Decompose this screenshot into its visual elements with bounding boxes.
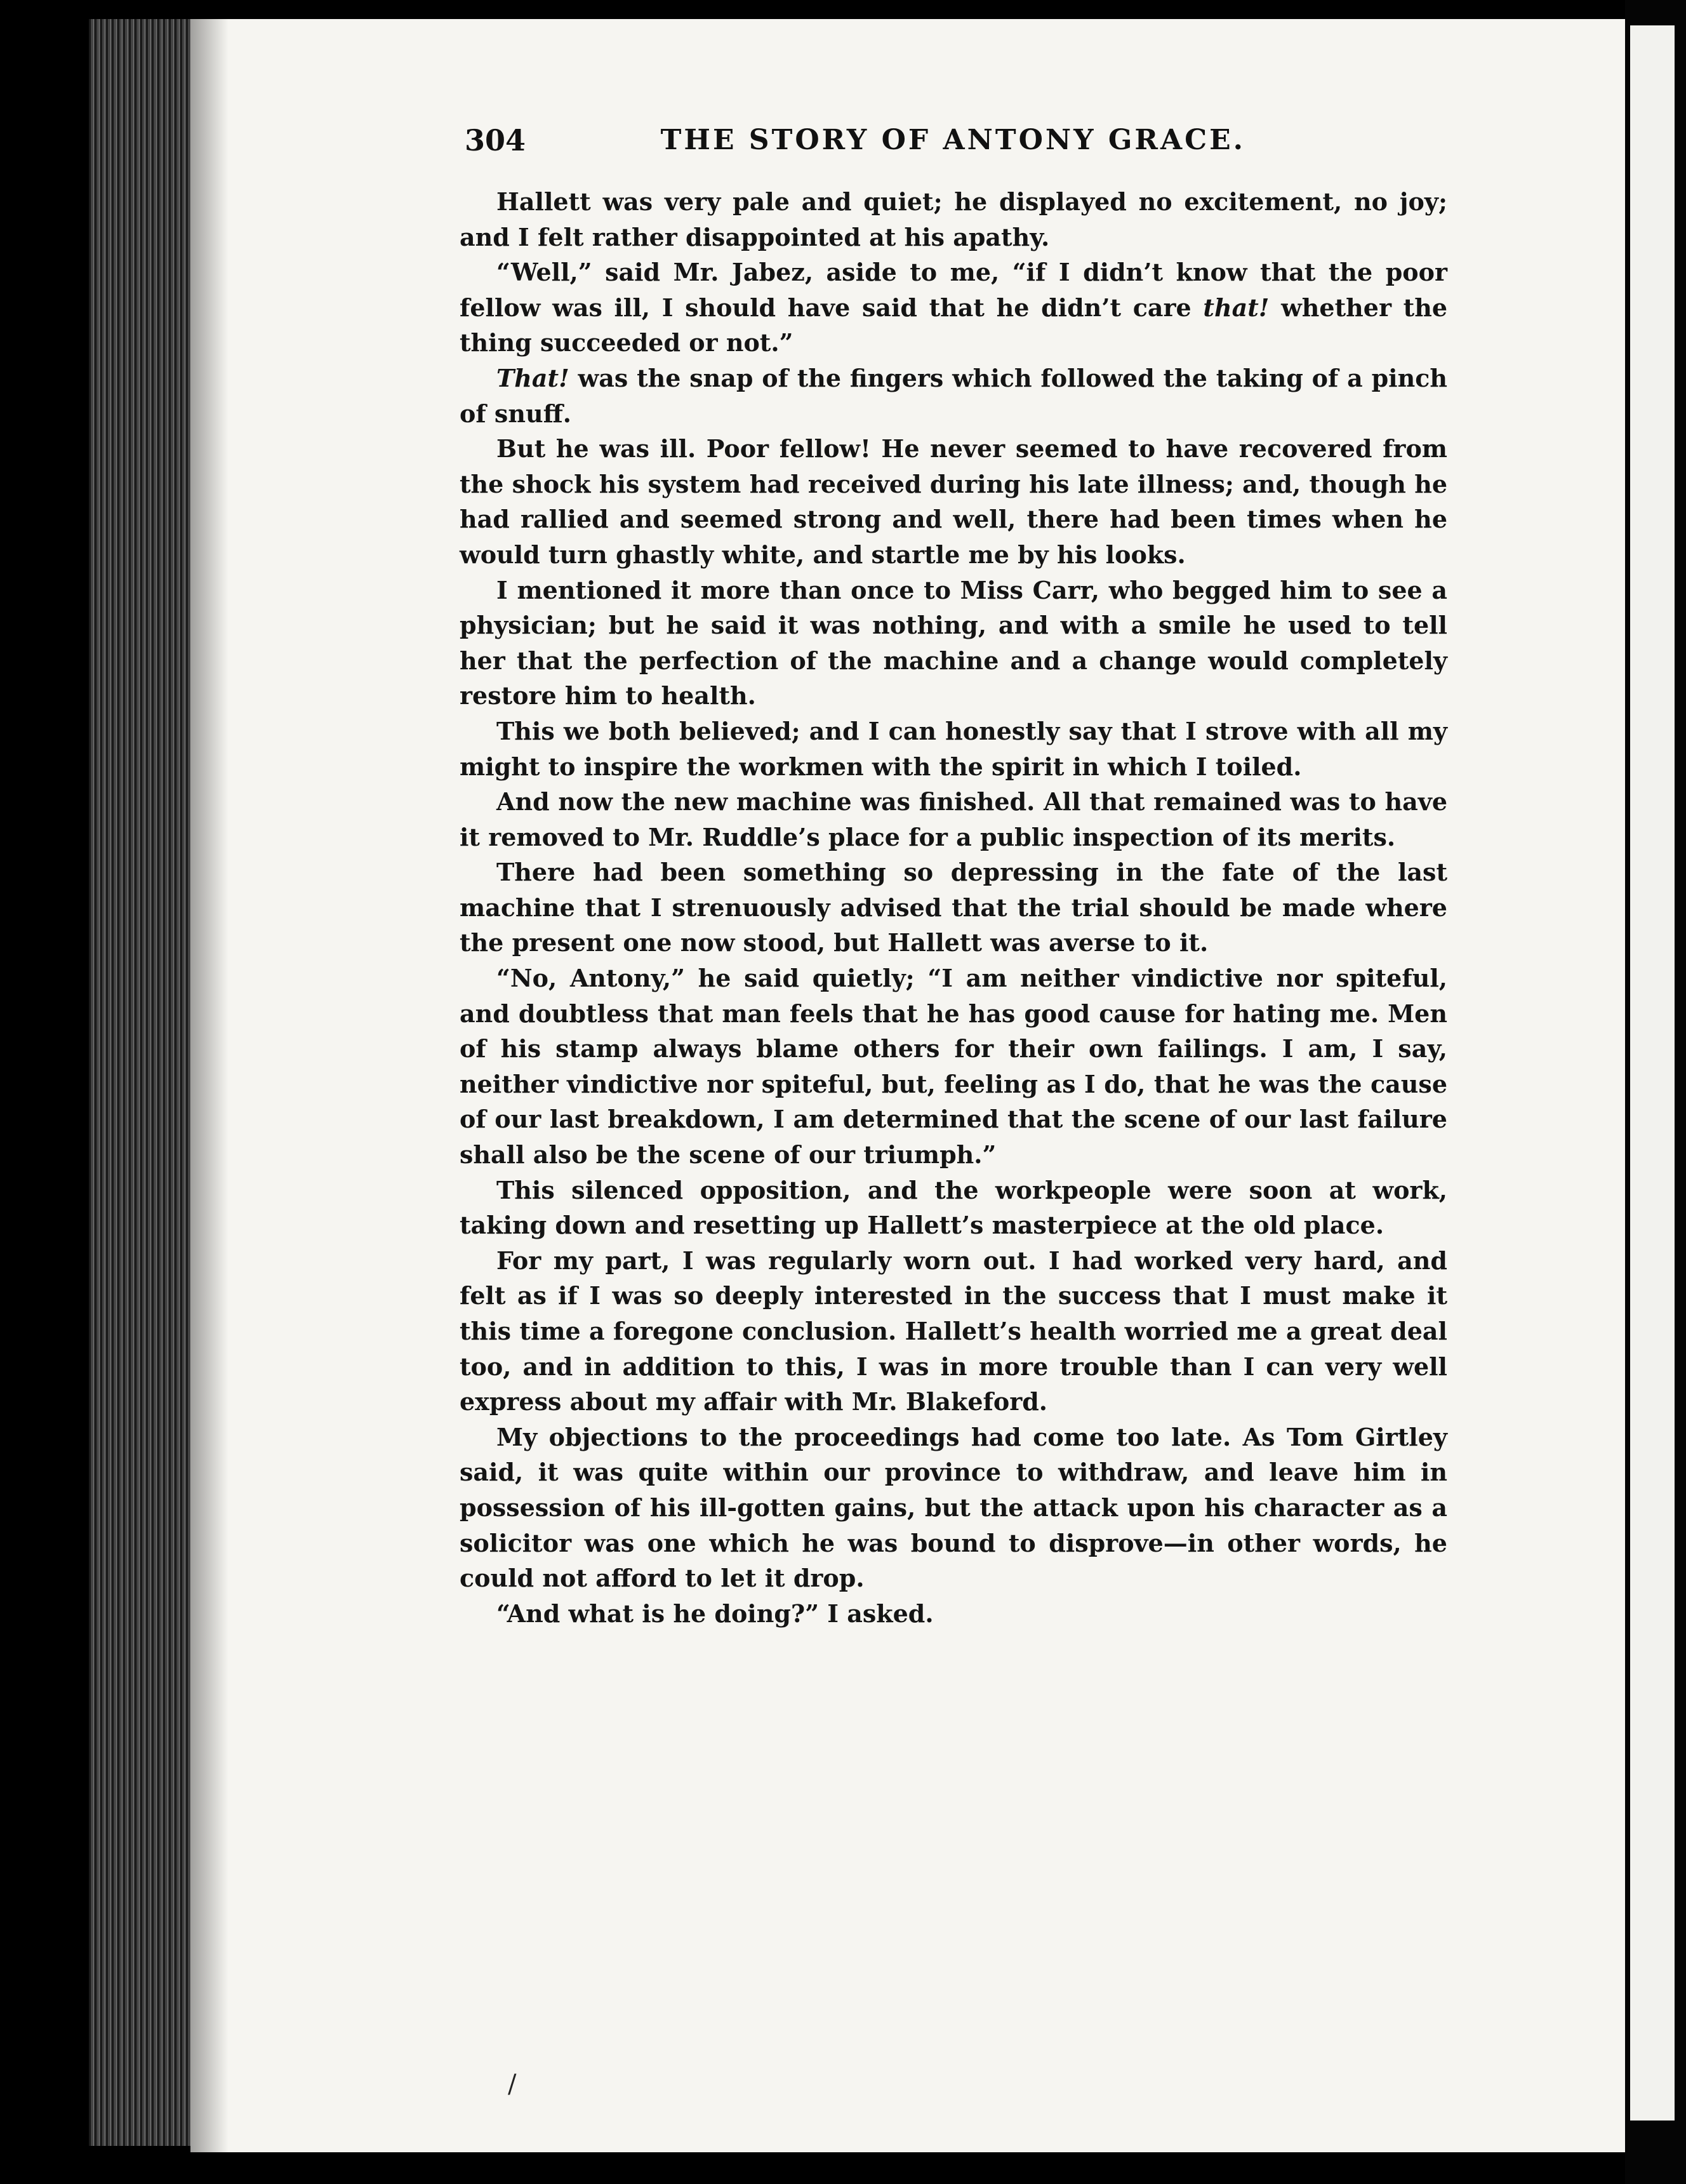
paragraph-4-text: But he was ill. Poor fellow! He never seemed to have recovered from the shock his system had received during his late illness; and, though he had rallied and seemed strong and well, there had been times when he would turn ghastly white, and startle me by his looks. [460, 434, 1447, 569]
page-gutter-shadow [190, 19, 229, 2152]
paragraph-7-text: And now the new machine was finished. All that remained was to have it removed to Mr. Ruddle’s place for a public inspection of its merits. [460, 787, 1447, 851]
paragraph-5-text: I mentioned it more than once to Miss Carr, who begged him to see a physician; but he said it was nothing, and with a smile he used to tell her that the perfection of the machine and a change would completely restore him to health. [460, 575, 1447, 710]
running-title: THE STORY OF ANTONY GRACE. [660, 124, 1245, 156]
paragraph-2-text: “Well,” said Mr. Jabez, aside to me, “if I didn’t know that the poor fellow was ill, I should have said that he didn’t care [460, 258, 1447, 322]
paragraph-10 [460, 1173, 1447, 1243]
paragraph-6-text: This we both believed; and I can honestly say that I strove with all my might to inspire the workmen with the spirit in which I toiled. [460, 716, 1447, 781]
paragraph-4 [460, 431, 1447, 572]
body-text [460, 184, 1447, 1631]
running-header [465, 118, 1245, 163]
page-number: 304 [465, 123, 526, 157]
paragraph-2 [460, 255, 1447, 361]
paragraph-11-text: For my part, I was regularly worn out. I had worked very hard, and felt as if I was so deeply interested in the success that I must make it this time a foregone conclusion. Hallett’s health worried me a great deal too, and in addition to this, I was in more trouble than I can very well express about my affair with Mr. Blakeford. [460, 1246, 1447, 1416]
paragraph-1 [460, 184, 1447, 255]
paragraph-2-after: whether the thing succeeded or not.” [460, 293, 1448, 357]
paragraph-1-text: Hallett was very pale and quiet; he displayed no excitement, no joy; and I felt rather disappointed at his apathy. [460, 187, 1447, 251]
paragraph-2-italic: that! [1203, 293, 1270, 322]
paragraph-7 [460, 784, 1447, 855]
paragraph-11 [460, 1243, 1447, 1420]
paragraph-3-italic: That! [496, 363, 569, 392]
paragraph-13 [460, 1596, 1447, 1632]
paragraph-13-text: “And what is he doing?” I asked. [496, 1599, 934, 1628]
paragraph-5 [460, 573, 1447, 714]
paragraph-10-text: This silenced opposition, and the workpeople were soon at work, taking down and resetting up Hallett’s masterpiece at the old place. [460, 1175, 1447, 1240]
paragraph-8-text: There had been something so depressing in the fate of the last machine that I strenuously advised that the trial should be made where the present one now stood, but Hallett was averse to it. [460, 858, 1447, 957]
paragraph-12-text: My objections to the proceedings had come too late. As Tom Girtley said, it was quite within our province to withdraw, and leave him in possession of his ill-gotten gains, but the attack upon his character as a solicitor was one which he was bound to disprove—in other words, he could not afford to let it drop. [460, 1422, 1447, 1593]
paragraph-3 [460, 361, 1447, 431]
paragraph-3-text: was the snap of the fingers which followed the taking of a pinch of snuff. [460, 363, 1447, 428]
paragraph-12 [460, 1420, 1447, 1596]
book-page-edges [89, 19, 203, 2146]
paragraph-9-text: “No, Antony,” he said quietly; “I am neither vindictive nor spiteful, and doubtless that man feels that he has good cause for hating me. Men of his stamp always blame others for their own failings. I am, I say, neither vindictive nor spiteful, but, feeling as I do, that he was the cause of our last breakdown, I am determined that the scene of our last failure shall also be the scene of our triumph.” [460, 964, 1447, 1169]
paragraph-6 [460, 714, 1447, 784]
paragraph-8 [460, 855, 1447, 961]
paragraph-9 [460, 961, 1447, 1173]
ink-speck: / [508, 2070, 517, 2099]
facing-page-sliver [1630, 25, 1675, 2121]
